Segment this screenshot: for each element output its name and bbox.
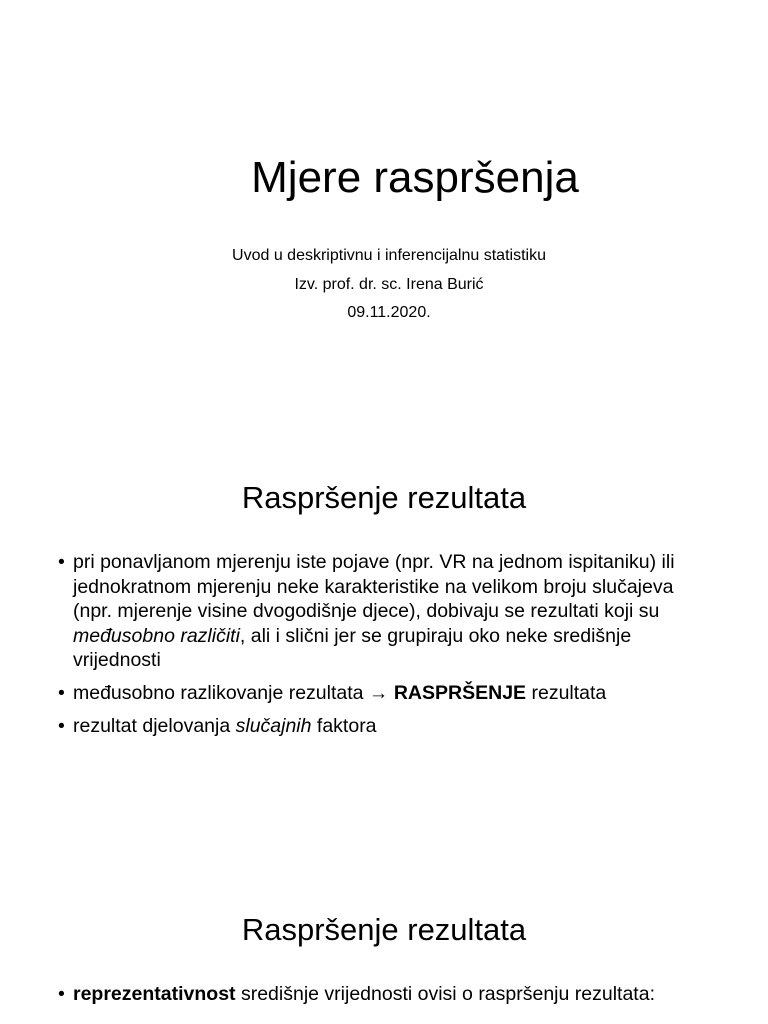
bullet-item	[58, 982, 698, 1007]
bullet-text: faktora	[311, 715, 377, 737]
bullet-item	[58, 681, 698, 706]
bullet-text: središnje vrijednosti ovisi o raspršenju rezultata:	[235, 983, 655, 1005]
author-name: Irena Burić	[406, 276, 484, 293]
bullet-text: rezultat djelovanja	[73, 715, 236, 737]
bullet-item	[58, 714, 698, 739]
bullet-list	[58, 982, 698, 1015]
bullet-text: međusobno razlikovanje rezultata →	[73, 682, 394, 704]
slide-heading: Raspršenje rezultata	[241, 480, 527, 515]
presentation-title: Mjere raspršenja	[251, 153, 579, 202]
presentation-date: 09.11.2020.	[347, 304, 431, 321]
bullet-bold-text: RASPRŠENJE	[393, 682, 527, 704]
bullet-bold-text: reprezentativnost	[73, 983, 236, 1005]
bullet-italic-text: međusobno različiti	[73, 624, 240, 647]
slide-heading: Raspršenje rezultata	[241, 912, 527, 947]
bullet-list	[58, 550, 698, 747]
course-name: Uvod u deskriptivnu i inferencijalnu statistiku	[232, 247, 546, 264]
author-title: Izv. prof. dr. sc.	[294, 276, 407, 293]
bullet-text: pri ponavljanom mjerenju iste pojave (npr. VR na jednom ispitaniku) ili jednokratnom mjerenju neke karakteristike na velikom broju slučajeva (npr. mjerenje visine dvogodišnje djece), dobivaju se rezultati koji su	[73, 551, 675, 622]
bullet-italic-text: slučajnih	[235, 715, 312, 737]
bullet-item	[58, 550, 698, 673]
bullet-text: , ali i slični jer se grupiraju oko neke središnje vrijednosti	[73, 624, 632, 671]
author-line	[0, 275, 768, 295]
bullet-text: rezultata	[526, 682, 607, 704]
